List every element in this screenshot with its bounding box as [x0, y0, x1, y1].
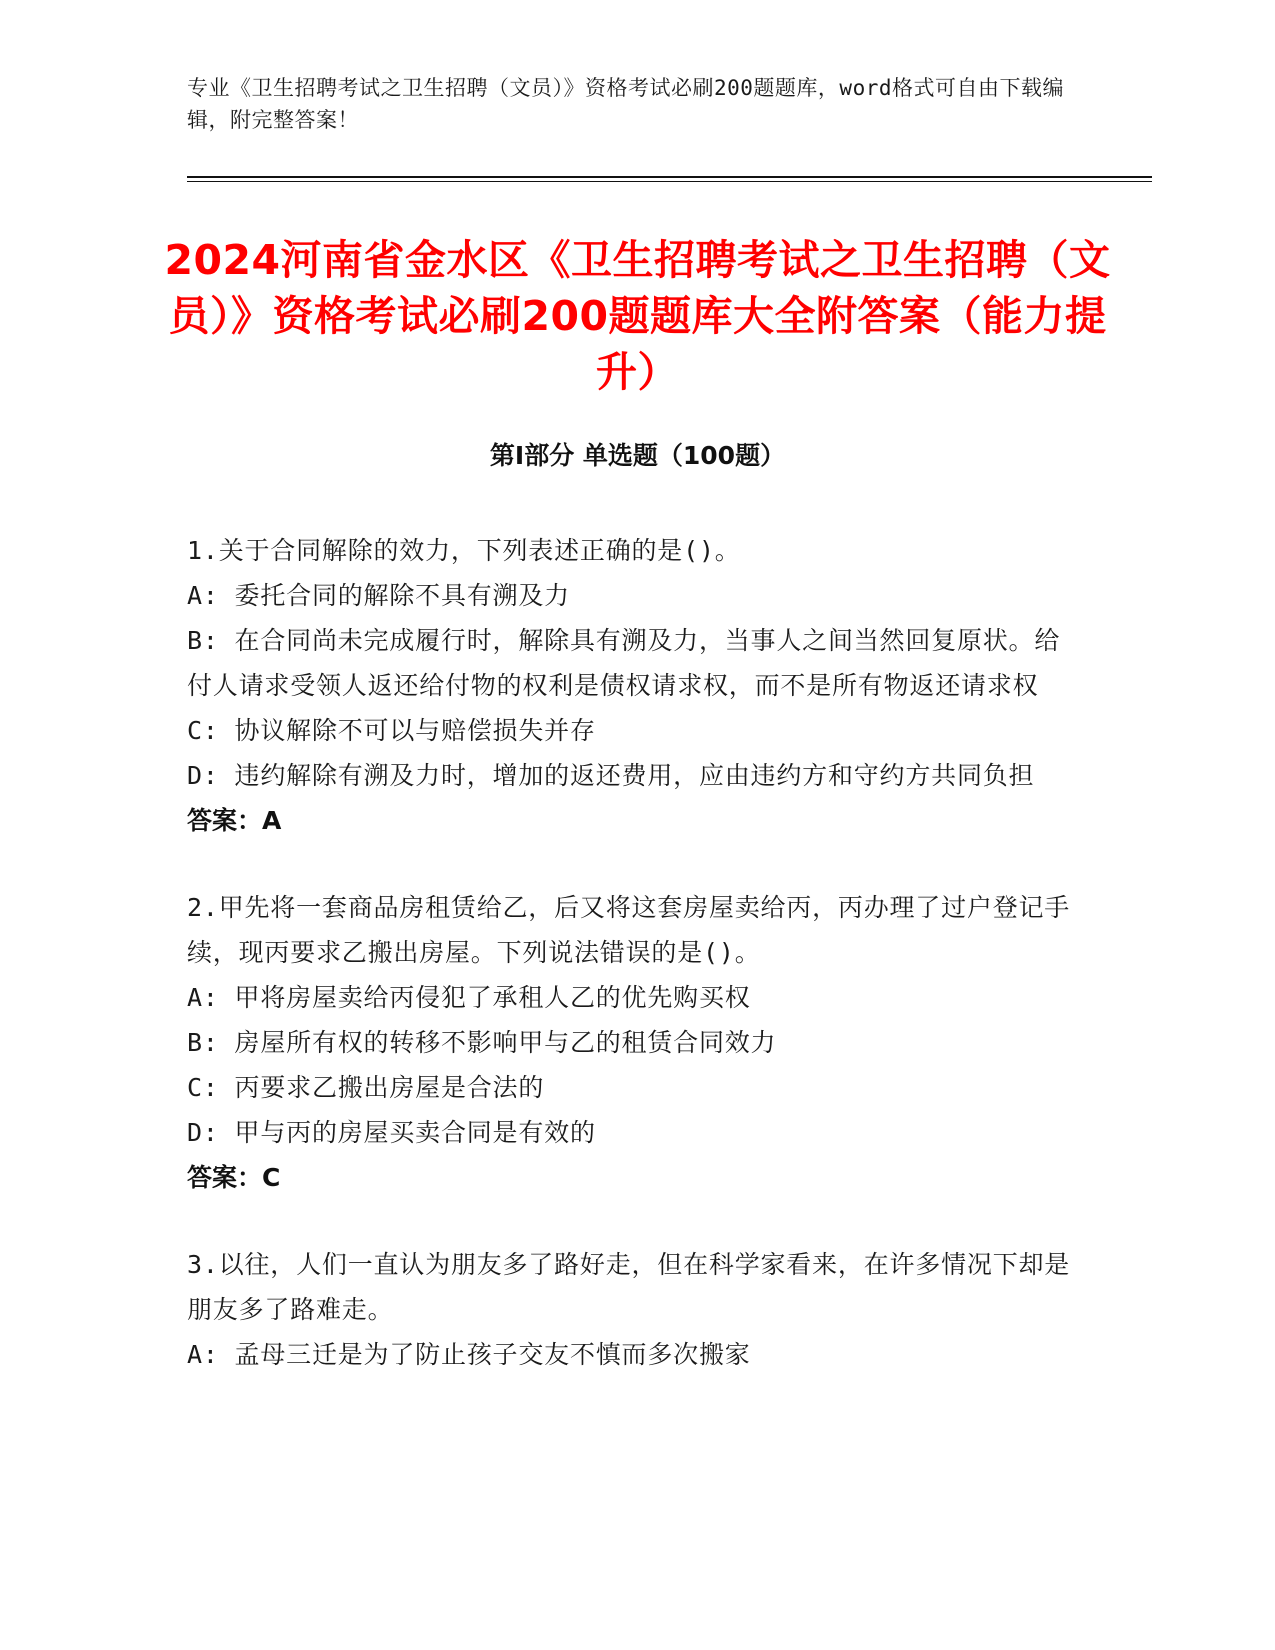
option-a: A: 委托合同的解除不具有溯及力: [187, 581, 570, 610]
document-title: 2024河南省金水区《卫生招聘考试之卫生招聘（文员）》资格考试必刷200题题库大全附答案（能力提升）: [164, 236, 1111, 396]
section-title: 第Ⅰ部分 单选题（100题）: [489, 441, 786, 470]
option-c: C: 丙要求乙搬出房屋是合法的: [187, 1073, 545, 1102]
option-b: B: 在合同尚未完成履行时，解除具有溯及力，当事人之间当然回复原状。给付人请求受领人返还给付物的权利是债权请求权，而不是所有物返还请求权: [187, 626, 1061, 700]
option-b: B: 房屋所有权的转移不影响甲与乙的租赁合同效力: [187, 1028, 777, 1057]
header-note: 专业《卫生招聘考试之卫生招聘（文员）》资格考试必刷200题题库，word格式可自由下载编辑，附完整答案！: [187, 76, 1064, 132]
option-d: D: 违约解除有溯及力时，增加的返还费用，应由违约方和守约方共同负担: [187, 761, 1035, 790]
option-c: C: 协议解除不可以与赔偿损失并存: [187, 716, 596, 745]
question-2: [187, 885, 1072, 1200]
question-stem: 1.关于合同解除的效力，下列表述正确的是()。: [187, 536, 741, 565]
answer-line: 答案：C: [187, 1163, 281, 1192]
question-1: [187, 528, 1072, 843]
header-divider-thick: [187, 176, 1152, 178]
question-stem: 2.甲先将一套商品房租赁给乙，后又将这套房屋卖给丙，丙办理了过户登记手续，现丙要求乙搬出房屋。下列说法错误的是()。: [187, 893, 1071, 967]
option-a: A: 孟母三迁是为了防止孩子交友不慎而多次搬家: [187, 1340, 751, 1369]
option-a: A: 甲将房屋卖给丙侵犯了承租人乙的优先购买权: [187, 983, 751, 1012]
question-stem: 3.以往，人们一直认为朋友多了路好走，但在科学家看来，在许多情况下却是朋友多了路难走。: [187, 1250, 1071, 1324]
option-d: D: 甲与丙的房屋买卖合同是有效的: [187, 1118, 596, 1147]
question-list: [187, 528, 1072, 1419]
header-divider-thin: [187, 181, 1152, 182]
question-3: [187, 1242, 1072, 1377]
answer-line: 答案：A: [187, 806, 282, 835]
